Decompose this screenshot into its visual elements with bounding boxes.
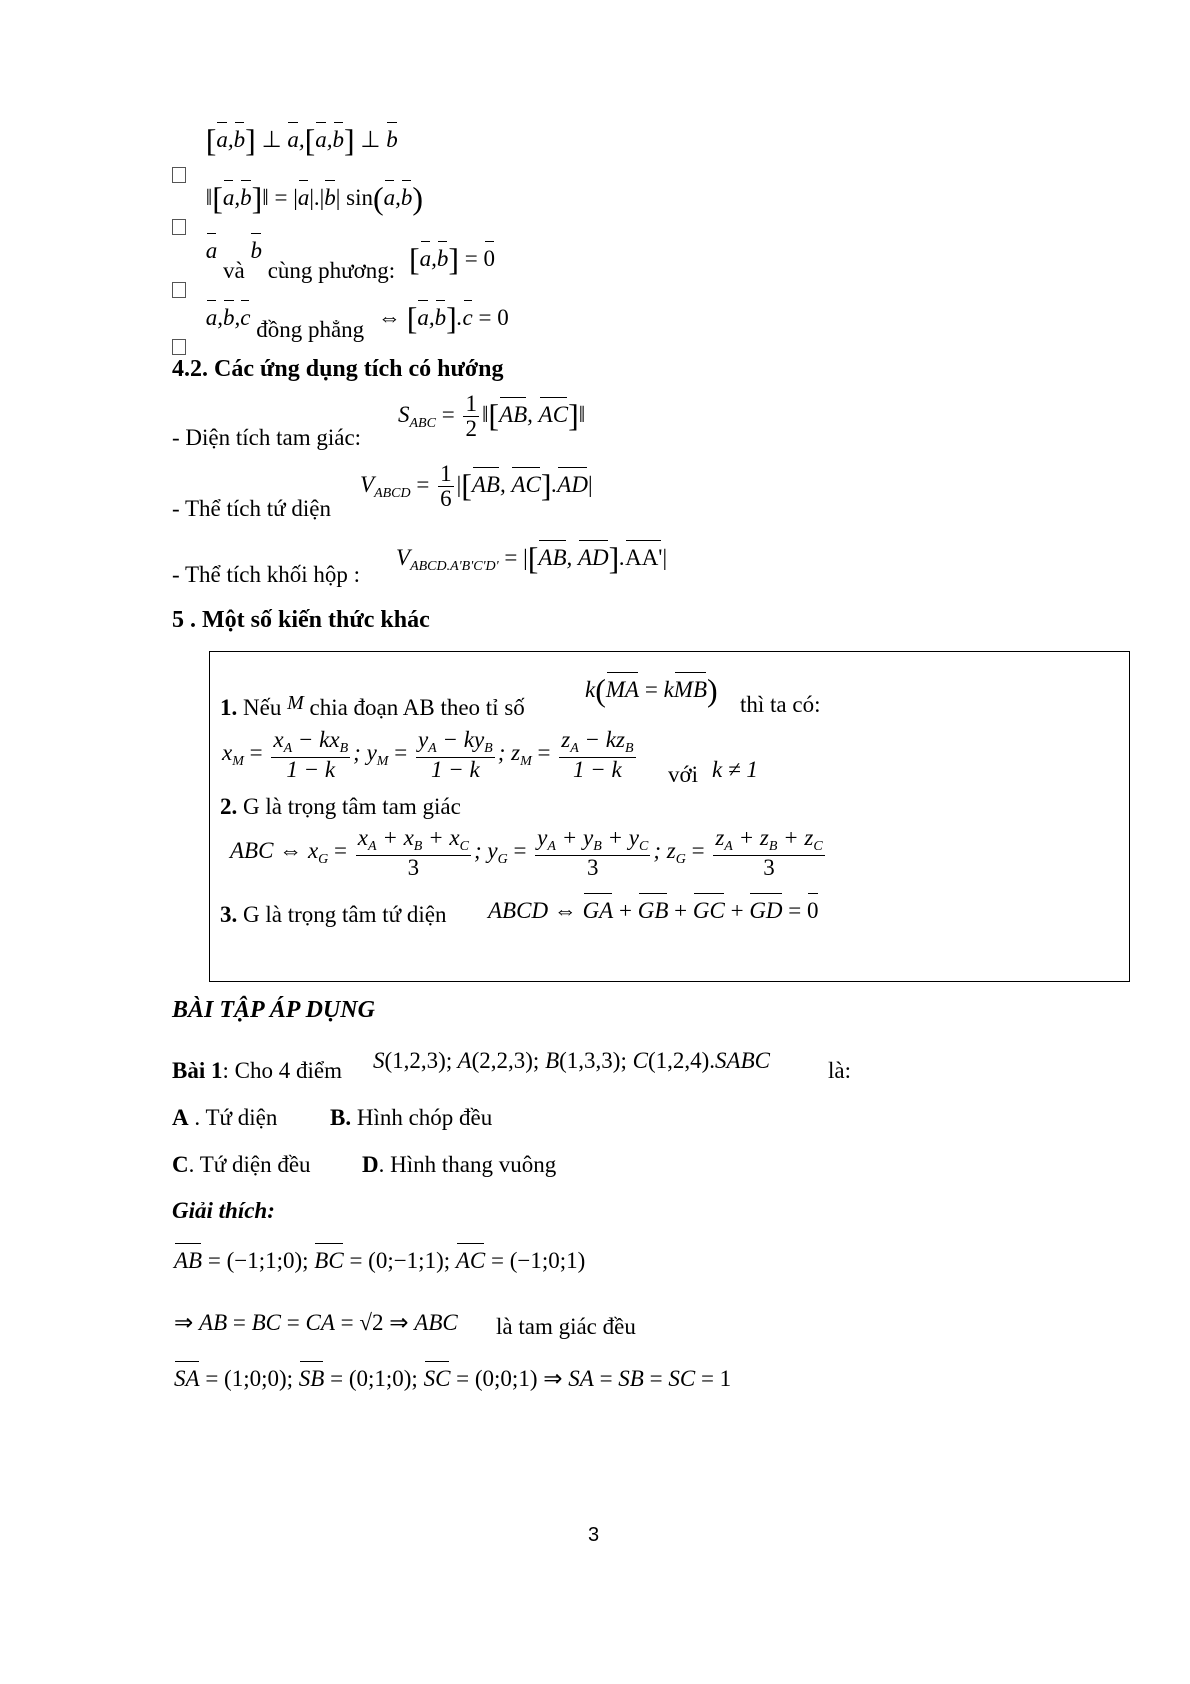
bullet-1 <box>172 122 398 183</box>
k-condition: k ≠ 1 <box>712 757 758 782</box>
checkbox-glyph-icon <box>172 219 186 235</box>
point-M: M <box>287 692 304 714</box>
explain-line-3: SA = (1;0;0); SB = (0;1;0); SC = (0;0;1) ⇒ SA = SB = SC = 1 <box>174 1366 732 1391</box>
option-c <box>172 1152 311 1178</box>
item-1-number: 1. <box>220 695 238 720</box>
option-c-key: C <box>172 1152 189 1177</box>
bai-1-label: Bài 1 <box>172 1058 223 1083</box>
option-b-key: B. <box>330 1105 352 1130</box>
section-42-title: 4.2. Các ứng dụng tích có hướng <box>172 356 504 382</box>
checkbox-glyph-icon <box>172 339 186 355</box>
bullet-2 <box>172 180 423 235</box>
checkbox-glyph-icon <box>172 282 186 298</box>
coplanar-formula: ⇔ [a,b].c = 0 <box>377 300 509 336</box>
option-b-text: Hình chóp đều <box>351 1105 493 1130</box>
item-3-text: G là trọng tâm tứ diện <box>243 902 447 927</box>
and-text: và <box>223 258 245 283</box>
option-a-text: . Tứ diện <box>188 1105 278 1130</box>
ratio-formula: k(MA = kMB) <box>585 672 718 708</box>
cross-product-perpendicular-formula: [a,b] ⊥ a,[a,b] ⊥ b <box>205 122 398 158</box>
item-1-text-c: thì ta có: <box>740 692 821 717</box>
tetra-volume-label: - Thể tích tứ diện <box>172 496 331 521</box>
collinear-formula: [a,b] = 0 <box>408 241 495 277</box>
item-1-line <box>220 692 525 721</box>
exercise-title: BÀI TẬP ÁP DỤNG <box>172 997 375 1023</box>
bai-1-points: S(1,2,3); A(2,2,3); B(1,3,3); C(1,2,4).SABC <box>373 1048 770 1073</box>
option-a <box>172 1105 277 1131</box>
box-volume-formula: $V_{ABCD.A'B'C'D'} = |[AB$, AD].AA'| <box>396 540 668 576</box>
explain-title: Giải thích: <box>172 1198 275 1223</box>
centroid-triangle-formula: ABC ⇔ $x_G$ = $\frac{x_A + x_B + x_C}{3}$ ; $y_G$ = $\frac{y_A + y_B + y_C}{3}$ ; $z_G$ = $\frac{z_A + z_B + z_C}{3}$ <box>230 825 823 880</box>
bullet-4 <box>172 300 509 355</box>
bai-1-tail: là: <box>828 1058 851 1083</box>
option-b <box>330 1105 492 1131</box>
tetra-volume-formula: $V_{ABCD}$ = $\frac{1}{6}$ |[AB, AC].AD| <box>360 461 593 512</box>
item-3-number: 3. <box>220 902 238 927</box>
area-triangle-formula: $S_{ABC}$ = $\frac{1}{2}$ ‖[AB, AC]‖ <box>398 391 586 442</box>
explain-line-1: AB = (−1;1;0); BC = (0;−1;1); AC = (−1;0;1) <box>174 1248 586 1273</box>
item-2-number: 2. <box>220 794 238 819</box>
item-1-text-a: Nếu <box>243 695 282 720</box>
item-2-line <box>220 794 461 820</box>
area-triangle-label: - Diện tích tam giác: <box>172 425 362 450</box>
option-c-text: . Tứ diện đều <box>188 1152 311 1177</box>
bai-1-line <box>172 1058 342 1084</box>
item-3-line <box>220 902 446 928</box>
box-volume-label: - Thể tích khối hộp : <box>172 562 361 587</box>
option-d <box>362 1152 556 1178</box>
division-point-formula: $x_M$ = $\frac{x_A - kx_B}{1 - k}$ ; $y_M$ = $\frac{y_A - ky_B}{1 - k}$ ; $z_M$ = $\frac{z_A - kz_B}{1 - k}$ <box>222 727 634 782</box>
item-2-text: G là trọng tâm tam giác <box>243 794 461 819</box>
vectors-abc: a,b,c <box>205 305 251 330</box>
vector-b: b <box>250 238 262 263</box>
explain-line-2-text: là tam giác đều <box>496 1314 636 1339</box>
cross-product-magnitude-formula: ‖[a,b]‖ = |a|.|b| sin(a,b) <box>205 180 424 216</box>
section-5-title: 5 . Một số kiến thức khác <box>172 607 430 633</box>
option-d-key: D <box>362 1152 379 1177</box>
option-d-text: . Hình thang vuông <box>378 1152 557 1177</box>
vector-a: a <box>205 238 218 263</box>
item-1-text-b: chia đoạn AB theo tỉ số <box>309 695 525 720</box>
collinear-text: cùng phương: <box>267 258 396 283</box>
bullet-3 <box>172 238 495 298</box>
explain-line-2: ⇒ AB = BC = CA = √2 ⇒ ABC <box>174 1310 458 1335</box>
centroid-tetra-formula: ABCD ⇔ GA + GB + GC + GD = 0 <box>488 898 819 923</box>
page-number: 3 <box>588 1524 600 1546</box>
coplanar-text: đồng phẳng <box>256 317 365 342</box>
with-text: với <box>668 762 699 787</box>
bai-1-text: : Cho 4 điểm <box>222 1058 342 1083</box>
option-a-key: A <box>172 1105 189 1130</box>
